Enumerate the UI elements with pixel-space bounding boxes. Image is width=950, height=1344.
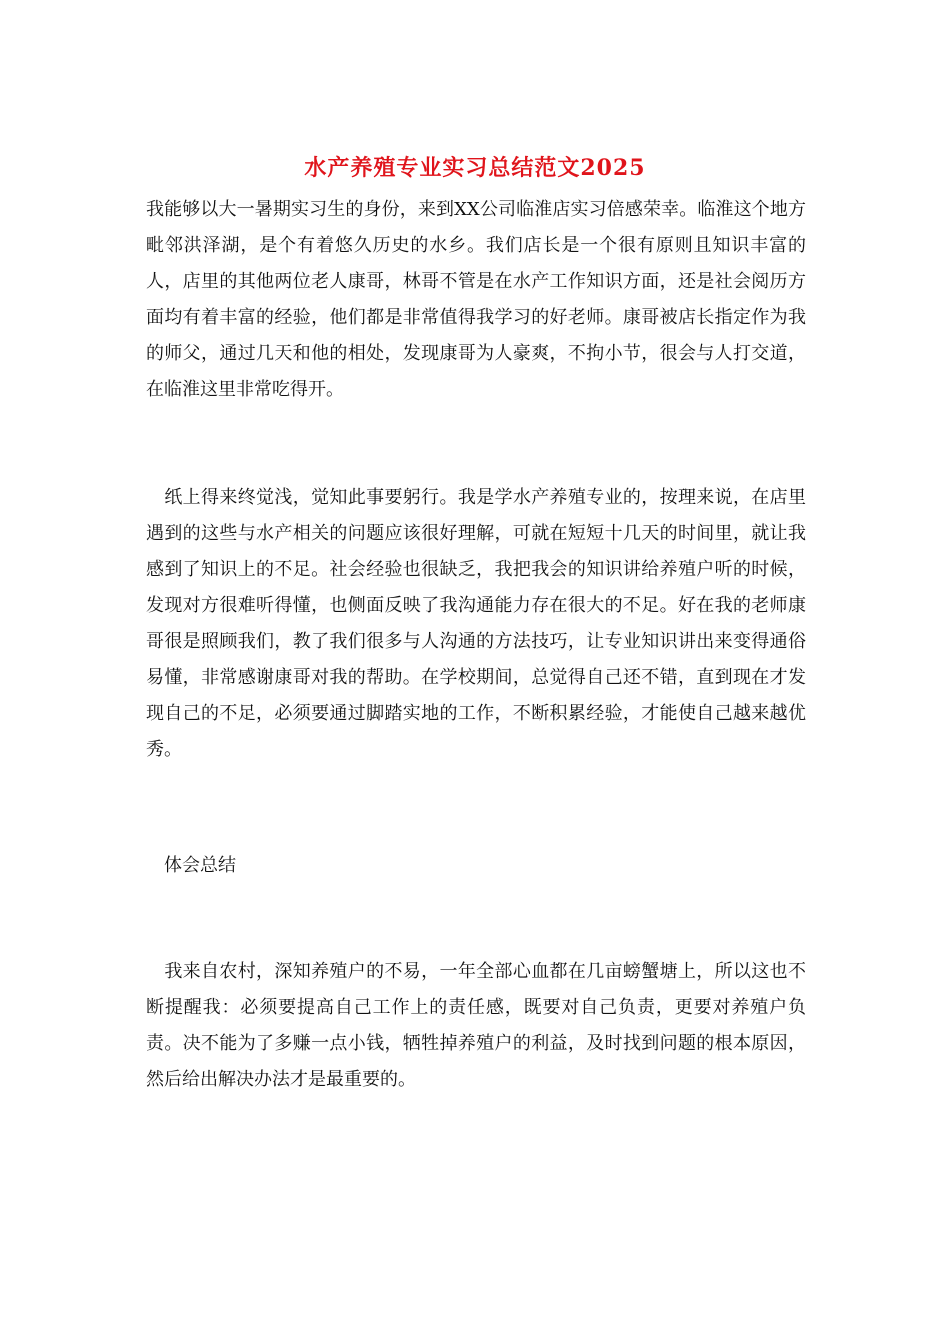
section-heading-summary: 体会总结 (146, 855, 236, 876)
paragraph-summary: 我来自农村，深知养殖户的不易，一年全部心血都在几亩螃蟹塘上，所以这也不断提醒我：必须要提高自己工作上的责任感，既要对自己负责，更要对养殖户负责。决不能为了多赚一点小钱，牺牲掉养殖户的利益，及时找到问题的根本原因，然后给出解决办法才是最重要的。 (146, 961, 806, 1090)
paragraph-learning: 纸上得来终觉浅，觉知此事要躬行。我是学水产养殖专业的，按理来说，在店里遇到的这些与水产相关的问题应该很好理解，可就在短短十几天的时间里，就让我感到了知识上的不足。社会经验也很缺乏，我把我会的知识讲给养殖户听的时候，发现对方很难听得懂，也侧面反映了我沟通能力存在很大的不足。好在我的老师康哥很是照顾我们，教了我们很多与人沟通的方法技巧，让专业知识讲出来变得通俗易懂，非常感谢康哥对我的帮助。在学校期间，总觉得自己还不错，直到现在才发现自己的不足，必须要通过脚踏实地的工作，不断积累经验，才能使自己越来越优秀。 (146, 487, 806, 760)
paragraph-intro: 我能够以大一暑期实习生的身份，来到XX公司临淮店实习倍感荣幸。临淮这个地方毗邻洪泽湖，是个有着悠久历史的水乡。我们店长是一个很有原则且知识丰富的人，店里的其他两位老人康哥，林哥不管是在水产工作知识方面，还是社会阅历方面均有着丰富的经验，他们都是非常值得我学习的好老师。康哥被店长指定作为我的师父，通过几天和他的相处，发现康哥为人豪爽，不拘小节，很会与人打交道，在临淮这里非常吃得开。 (146, 199, 806, 400)
document-title: 水产养殖专业实习总结范文2025 (304, 155, 646, 181)
